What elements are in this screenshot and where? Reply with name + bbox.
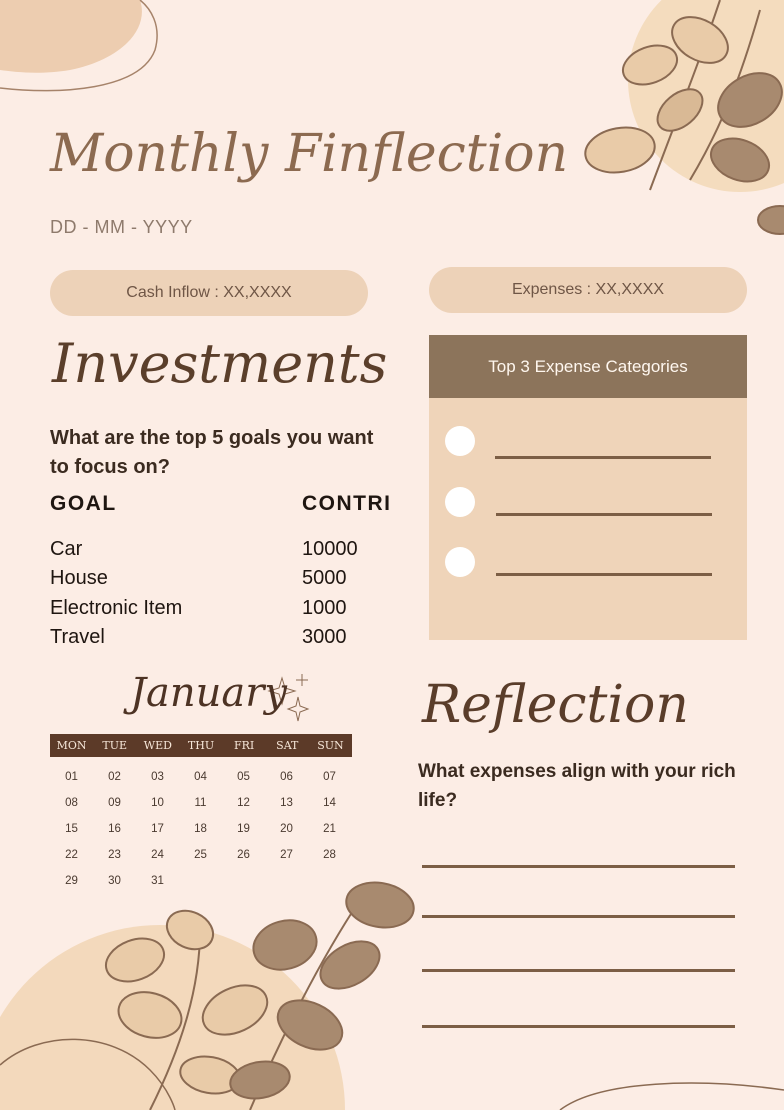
- goal-cell: Car: [50, 538, 83, 560]
- calendar-grid: [50, 764, 352, 894]
- weekday-label: MON: [56, 739, 87, 752]
- weekday-label: THU: [187, 739, 215, 752]
- calendar-day: 09: [108, 797, 121, 809]
- calendar-day: 20: [280, 823, 293, 835]
- contri-cell: 5000: [302, 567, 347, 589]
- contri-cell: 10000: [302, 538, 358, 560]
- goal-cell: Travel: [50, 626, 105, 648]
- calendar-day: 19: [237, 823, 250, 835]
- calendar-day: 31: [151, 875, 164, 887]
- calendar-day: 05: [237, 771, 250, 783]
- calendar-week: [50, 868, 352, 894]
- calendar-day: 07: [323, 771, 336, 783]
- expense-categories-box: [429, 335, 747, 640]
- calendar-day: 04: [194, 771, 207, 783]
- calendar-day: 06: [280, 771, 293, 783]
- date-placeholder: DD - MM - YYYY: [50, 217, 193, 237]
- investments-question: What are the top 5 goals you want to focus on?: [50, 427, 374, 478]
- calendar-day: 12: [237, 797, 250, 809]
- weekday-label: TUE: [102, 739, 128, 752]
- contri-cell: 3000: [302, 626, 347, 648]
- calendar-day: 01: [65, 771, 78, 783]
- reflection-line[interactable]: [422, 865, 735, 868]
- bullet-dot: [445, 426, 475, 456]
- calendar-day: 18: [194, 823, 207, 835]
- goal-column-header: GOAL: [50, 492, 117, 515]
- entry-line[interactable]: [495, 456, 711, 459]
- weekday-label: SUN: [317, 739, 344, 752]
- calendar-day: 13: [280, 797, 293, 809]
- reflection-line[interactable]: [422, 1025, 735, 1028]
- calendar-day: 21: [323, 823, 336, 835]
- calendar-day: 22: [65, 849, 78, 861]
- page-title: Monthly Finflection: [50, 124, 569, 184]
- bullet-dot: [445, 487, 475, 517]
- calendar-day: 27: [280, 849, 293, 861]
- calendar-day: 02: [108, 771, 121, 783]
- calendar-day: 30: [108, 875, 121, 887]
- reflection-line[interactable]: [422, 969, 735, 972]
- top-left-blob: [0, 0, 142, 73]
- entry-line[interactable]: [496, 573, 712, 576]
- calendar-day: 15: [65, 823, 78, 835]
- investments-heading: Investments: [52, 332, 388, 395]
- calendar-day: 17: [151, 823, 164, 835]
- expenses-pill: Expenses : XX,XXXX: [429, 267, 747, 313]
- calendar-day: 16: [108, 823, 121, 835]
- calendar-day: 25: [194, 849, 207, 861]
- calendar-week: [50, 764, 352, 790]
- contri-column-header: CONTRI: [302, 492, 392, 515]
- calendar-day: 11: [194, 797, 207, 809]
- bullet-dot: [445, 547, 475, 577]
- reflection-question: What expenses align with your rich life?: [418, 761, 736, 811]
- calendar-day: 08: [65, 797, 78, 809]
- goal-cell: House: [50, 567, 108, 589]
- expense-categories-title: Top 3 Expense Categories: [429, 335, 747, 398]
- calendar-month-title: January: [130, 670, 287, 716]
- calendar-week: [50, 790, 352, 816]
- contri-cell: 1000: [302, 597, 347, 619]
- calendar-day: 03: [151, 771, 164, 783]
- calendar-day: 29: [65, 875, 78, 887]
- reflection-heading: Reflection: [422, 675, 689, 735]
- calendar-day: 23: [108, 849, 121, 861]
- weekday-label: FRI: [234, 739, 255, 752]
- calendar-weekday-header: [50, 734, 352, 757]
- calendar-day: 28: [323, 849, 336, 861]
- calendar-week: [50, 842, 352, 868]
- entry-line[interactable]: [496, 513, 712, 516]
- cash-inflow-pill: Cash Inflow : XX,XXXX: [50, 270, 368, 316]
- calendar-week: [50, 816, 352, 842]
- calendar-day: 14: [323, 797, 336, 809]
- goal-cell: Electronic Item: [50, 597, 183, 619]
- calendar-day: 26: [237, 849, 250, 861]
- calendar-day: 10: [151, 797, 164, 809]
- weekday-label: WED: [143, 739, 172, 752]
- calendar-day: 24: [151, 849, 164, 861]
- weekday-label: SAT: [276, 739, 299, 752]
- reflection-line[interactable]: [422, 915, 735, 918]
- bottom-right-arc: [560, 1083, 784, 1110]
